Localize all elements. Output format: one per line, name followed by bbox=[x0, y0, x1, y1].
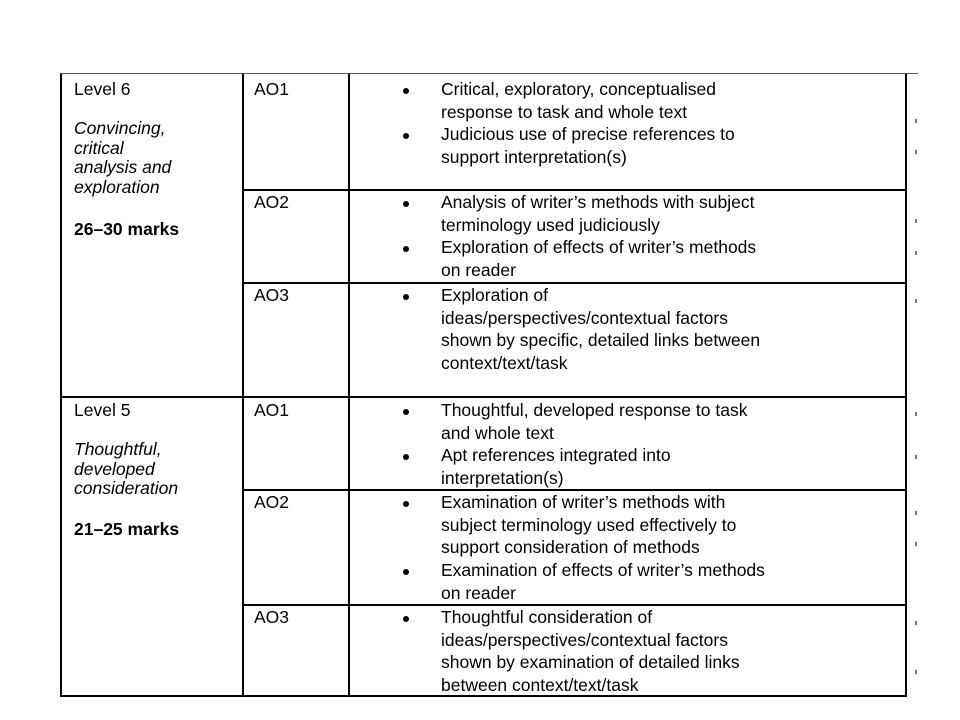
descriptor-line: Convincing, bbox=[74, 118, 166, 138]
bullet-icon bbox=[403, 201, 409, 207]
level-divider bbox=[60, 396, 907, 398]
ao-code: AO3 bbox=[254, 285, 290, 305]
criterion-text: Critical, exploratory, conceptualised response to task and whole text bbox=[441, 79, 716, 122]
mark-scheme-table bbox=[60, 73, 918, 697]
criterion-text: Thoughtful consideration of ideas/perspectives/contextual factors shown by examination of detailed links between context/text/task bbox=[441, 607, 740, 695]
bullet-icon bbox=[403, 454, 409, 460]
right-column-mark bbox=[915, 219, 917, 223]
right-column-mark bbox=[915, 251, 917, 255]
right-column-mark bbox=[915, 412, 917, 416]
level-5-marks: 21–25 marks bbox=[74, 519, 180, 539]
bullet-icon bbox=[403, 409, 409, 415]
bullet-icon bbox=[403, 569, 409, 575]
level-5-descriptor bbox=[74, 440, 178, 499]
level-5-title: Level 5 bbox=[74, 400, 131, 420]
descriptor-line: critical bbox=[74, 137, 124, 158]
descriptor-line: analysis and bbox=[74, 157, 172, 177]
criterion-text: Examination of effects of writer’s methods on reader bbox=[441, 560, 765, 603]
bullet-icon bbox=[403, 616, 409, 622]
table-border-top bbox=[60, 73, 918, 74]
ao-code: AO3 bbox=[254, 607, 290, 627]
criterion-text: Exploration of ideas/perspectives/contextual factors shown by specific, detailed links between context/text/task bbox=[441, 285, 761, 373]
criterion-text: Examination of writer’s methods with subject terminology used effectively to support consideration of methods bbox=[441, 492, 737, 557]
criterion-text: Thoughtful, developed response to task and whole text bbox=[441, 400, 748, 443]
descriptor-line: Thoughtful, bbox=[74, 439, 162, 459]
ao-code: AO1 bbox=[254, 79, 290, 99]
right-column-mark bbox=[915, 150, 917, 154]
ao-code: AO2 bbox=[254, 192, 290, 212]
criterion-text: Exploration of effects of writer’s methods on reader bbox=[441, 237, 757, 280]
descriptor-line: exploration bbox=[74, 176, 160, 197]
descriptor-line: consideration bbox=[74, 478, 179, 498]
level-6-marks: 26–30 marks bbox=[74, 219, 180, 239]
right-column-mark bbox=[915, 455, 917, 459]
level-6-title: Level 6 bbox=[74, 79, 131, 99]
right-column-mark bbox=[915, 119, 917, 123]
bullet-icon bbox=[403, 294, 409, 300]
criterion-text: Analysis of writer’s methods with subject terminology used judiciously bbox=[441, 192, 755, 235]
right-column-mark bbox=[915, 542, 917, 546]
ao-code: AO1 bbox=[254, 400, 290, 420]
criterion-text: Apt references integrated into interpretation(s) bbox=[441, 445, 671, 488]
descriptor-line: developed bbox=[74, 458, 155, 479]
ao-code: AO2 bbox=[254, 492, 290, 512]
right-column-mark bbox=[915, 299, 917, 303]
right-column-mark bbox=[915, 511, 917, 515]
right-column-mark bbox=[915, 621, 917, 625]
criterion-text: Judicious use of precise references to support interpretation(s) bbox=[441, 124, 735, 167]
bullet-icon bbox=[403, 246, 409, 252]
right-column-mark bbox=[915, 670, 917, 674]
bullet-icon bbox=[403, 501, 409, 507]
table-border-left bbox=[60, 73, 62, 697]
bullet-icon bbox=[403, 88, 409, 94]
level-6-descriptor bbox=[74, 119, 171, 197]
bullet-icon bbox=[403, 133, 409, 139]
